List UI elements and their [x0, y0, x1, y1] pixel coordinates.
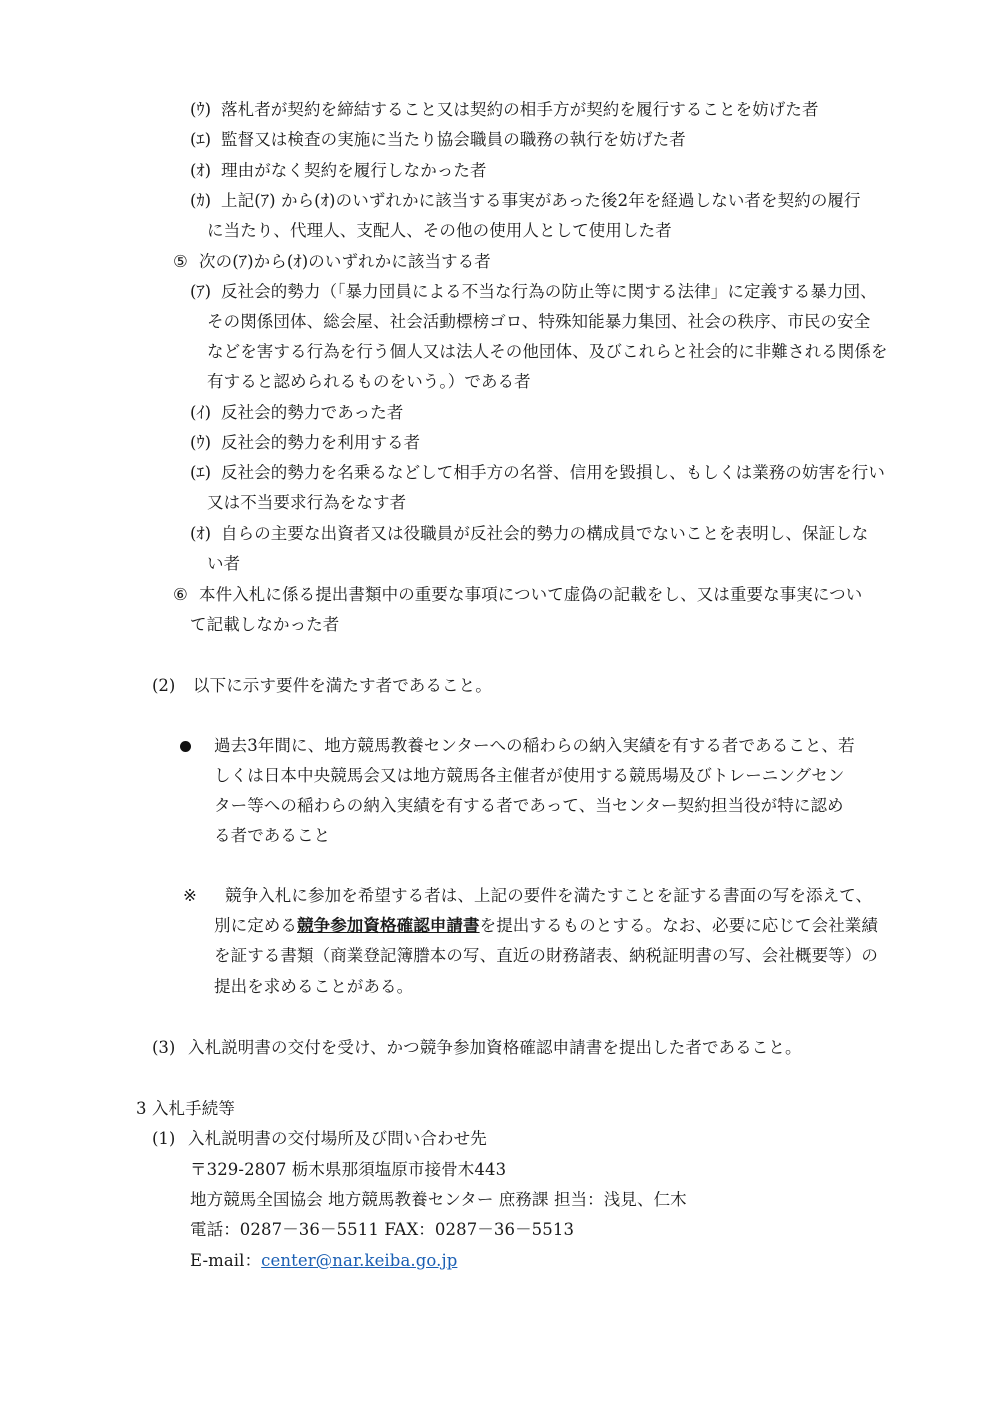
- item-marker: (ｴ): [190, 130, 212, 149]
- item-marker: (ｳ): [190, 100, 212, 119]
- item-marker: (ｴ): [190, 463, 212, 482]
- bullet-text: ター等への稲わらの納入実績を有する者であって、当センター契約担当役が特に認め: [214, 796, 844, 815]
- item-marker: (ｳ): [190, 433, 212, 452]
- item-text: て記載しなかった者: [190, 615, 340, 634]
- item-text: い者: [207, 554, 241, 573]
- item-text: 反社会的勢力を名乗るなどして相手方の名誉、信用を毀損し、もしくは業務の妨害を行い: [221, 463, 885, 482]
- item-marker: (ｶ): [190, 191, 212, 210]
- section-marker: (2): [152, 676, 176, 695]
- section-marker: (3): [152, 1038, 176, 1057]
- item-text: 有すると認められるものをいう。）である者: [207, 372, 531, 391]
- email-row: [190, 1250, 457, 1272]
- item-marker: (ｱ): [190, 282, 212, 301]
- item-text: 次の(ｱ)から(ｵ)のいずれかに該当する者: [199, 252, 491, 271]
- note-text: 提出を求めることがある。: [214, 977, 414, 996]
- application-form-title: 競争参加資格確認申請書: [297, 916, 480, 935]
- address: 〒329-2807 栃木県那須塩原市接骨木443: [190, 1160, 507, 1179]
- subsection-heading: 入札説明書の交付場所及び問い合わせ先: [188, 1129, 487, 1148]
- item-text: 監督又は検査の実施に当たり協会職員の職務の執行を妨げた者: [221, 130, 686, 149]
- item-marker: ⑥: [173, 585, 188, 604]
- bullet-text: しくは日本中央競馬会又は地方競馬各主催者が使用する競馬場及びトレーニングセン: [214, 766, 845, 785]
- item-marker: (ｲ): [190, 403, 212, 422]
- section-text: 入札説明書の交付を受け、かつ競争参加資格確認申請書を提出した者であること。: [188, 1038, 802, 1057]
- item-text: 自らの主要な出資者又は役職員が反社会的勢力の構成員でないことを表明し、保証しな: [221, 524, 869, 543]
- bullet-text: 過去3年間に、地方競馬教養センターへの稲わらの納入実績を有する者であること、若: [214, 736, 855, 755]
- note-text: 競争入札に参加を希望する者は、上記の要件を満たすことを証する書面の写を添えて、: [225, 886, 873, 905]
- subsection-marker: (1): [152, 1129, 176, 1148]
- phone-fax: 電話：0287－36－5511 FAX：0287－36－5513: [190, 1220, 575, 1239]
- note-text: 別に定める: [214, 916, 297, 935]
- chapter-heading: 3 入札手続等: [136, 1099, 235, 1118]
- item-text: 反社会的勢力を利用する者: [221, 433, 421, 452]
- note-text: を提出するものとする。なお、必要に応じて会社業績: [479, 916, 879, 935]
- item-marker: ⑤: [173, 252, 188, 271]
- item-text: 反社会的勢力（「暴力団員による不当な行為の防止等に関する法律」に定義する暴力団、: [221, 282, 877, 301]
- note-text: を証する書類（商業登記簿謄本の写、直近の財務諸表、納税証明書の写、会社概要等）の: [214, 946, 878, 965]
- bullet-icon: [180, 741, 191, 752]
- note-text-with-emphasis: [214, 915, 878, 937]
- item-text: 又は不当要求行為をなす者: [207, 493, 407, 512]
- email-label: E-mail：: [190, 1251, 262, 1270]
- item-text: 理由がなく契約を履行しなかった者: [221, 161, 487, 180]
- item-text: 本件入札に係る提出書類中の重要な事項について虚偽の記載をし、又は重要な事実につい: [199, 585, 863, 604]
- section-heading: 以下に示す要件を満たす者であること。: [193, 676, 492, 695]
- email-link[interactable]: center@nar.keiba.go.jp: [261, 1251, 458, 1270]
- organization: 地方競馬全国協会 地方競馬教養センター 庶務課 担当：浅見、仁木: [190, 1190, 687, 1209]
- item-text: 上記(ｱ) から(ｵ)のいずれかに該当する事実があった後2年を経過しない者を契約の履行: [221, 191, 861, 210]
- item-marker: (ｵ): [190, 161, 212, 180]
- item-text: その関係団体、総会屋、社会活動標榜ゴロ、特殊知能暴力集団、社会の秩序、市民の安全: [207, 312, 871, 331]
- item-text: 反社会的勢力であった者: [221, 403, 404, 422]
- item-text: に当たり、代理人、支配人、その他の使用人として使用した者: [207, 221, 672, 240]
- item-marker: (ｵ): [190, 524, 212, 543]
- bullet-text: る者であること: [214, 826, 331, 845]
- note-marker: ※: [183, 886, 197, 905]
- item-text: 落札者が契約を締結すること又は契約の相手方が契約を履行することを妨げた者: [221, 100, 819, 119]
- item-text: などを害する行為を行う個人又は法人その他団体、及びこれらと社会的に非難される関係を: [207, 342, 888, 361]
